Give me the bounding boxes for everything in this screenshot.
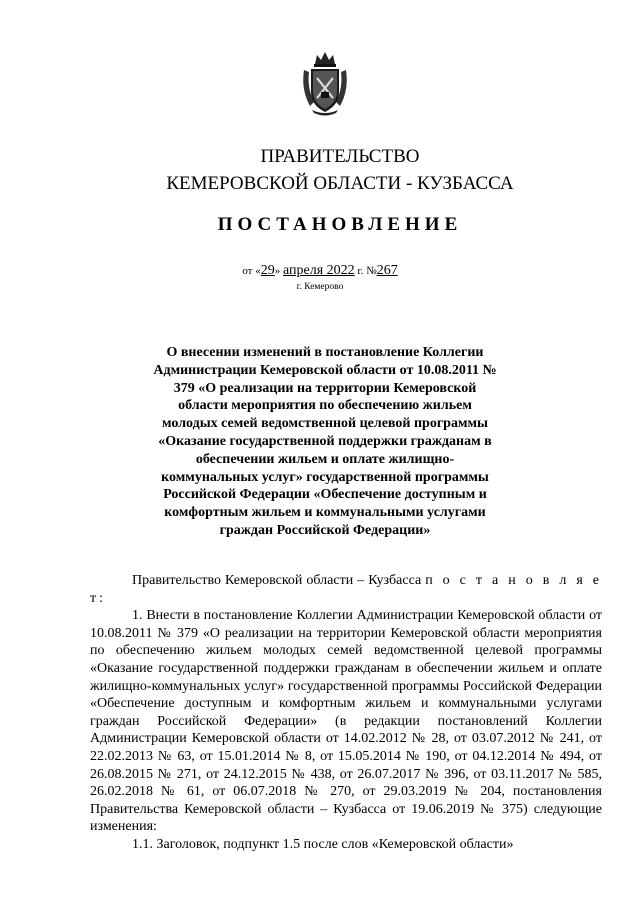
intro-prefix: Правительство Кемеровской области – Кузбасса xyxy=(132,573,422,588)
document-number: 267 xyxy=(376,263,398,278)
date-month-year: апреля 2022 xyxy=(282,263,355,278)
date-quote-close: » xyxy=(274,265,281,277)
document-body xyxy=(90,572,602,854)
date-day: 29 xyxy=(260,263,275,278)
intro-paragraph xyxy=(90,572,602,607)
government-title-line2: КЕМЕРОВСКОЙ ОБЛАСТИ - КУЗБАССА xyxy=(166,173,514,194)
item-1-1-paragraph: 1.1. Заголовок, подпункт 1.5 после слов «Кемеровской области» xyxy=(132,836,514,852)
intro-verb: п о с т а н о в л я е т: xyxy=(90,573,602,606)
document-type-heading: ПОСТАНОВЛЕНИЕ xyxy=(217,214,463,235)
number-label: № xyxy=(366,265,377,277)
date-from-label: от « xyxy=(242,265,261,277)
item-1-paragraph: 1. Внести в постановление Коллегии Администрации Кемеровской области от 10.08.2011 № 379 «О реализации на территории Кемеровской области мероприятия по обеспечению жильем молодых семей ведомственной целевой программы «Оказание государственной поддержки гражданам в обеспечении жильем и оплате жилищно-коммунальных услуг» государственной программы Российской Федерации «Обеспечение доступным и комфортным жильем и коммунальными услугами граждан Российской Федерации» (в редакции постановлений Коллегии Администрации Кемеровской области от 14.02.2012 № 28, от 03.07.2012 № 241, от 22.02.2013 № 63, от 15.01.2014 № 8, от 15.05.2014 № 190, от 04.12.2014 № 494, от 26.08.2015 № 271, от 24.12.2015 № 438, от 26.07.2017 № 396, от 03.11.2017 № 585, 26.02.2018 № 61, от 06.07.2018 № 270, от 29.03.2019 № 204, постановления Правительства Кемеровской области – Кузбасса от 19.06.2019 № 375) следующие изменения: xyxy=(90,608,602,835)
government-title-line1: ПРАВИТЕЛЬСТВО xyxy=(260,146,420,167)
date-year-suffix: г. xyxy=(357,265,364,277)
document-dateline xyxy=(0,264,640,278)
coat-of-arms-icon xyxy=(300,50,350,116)
document-subject: О внесении изменений в постановление Коллегии Администрации Кемеровской области от 10.08.2011 № 379 «О реализации на территории Кемеровской области мероприятия по обеспечению жильем молодых семей ведомственной целевой программы «Оказание государственной поддержки гражданам в обеспечении жильем и оплате жилищно-коммунальных услуг» государственной программы Российской Федерации «Обеспечение доступным и комфортным жильем и коммунальными услугами граждан Российской Федерации» xyxy=(153,345,497,538)
document-city: г. Кемерово xyxy=(296,282,344,292)
